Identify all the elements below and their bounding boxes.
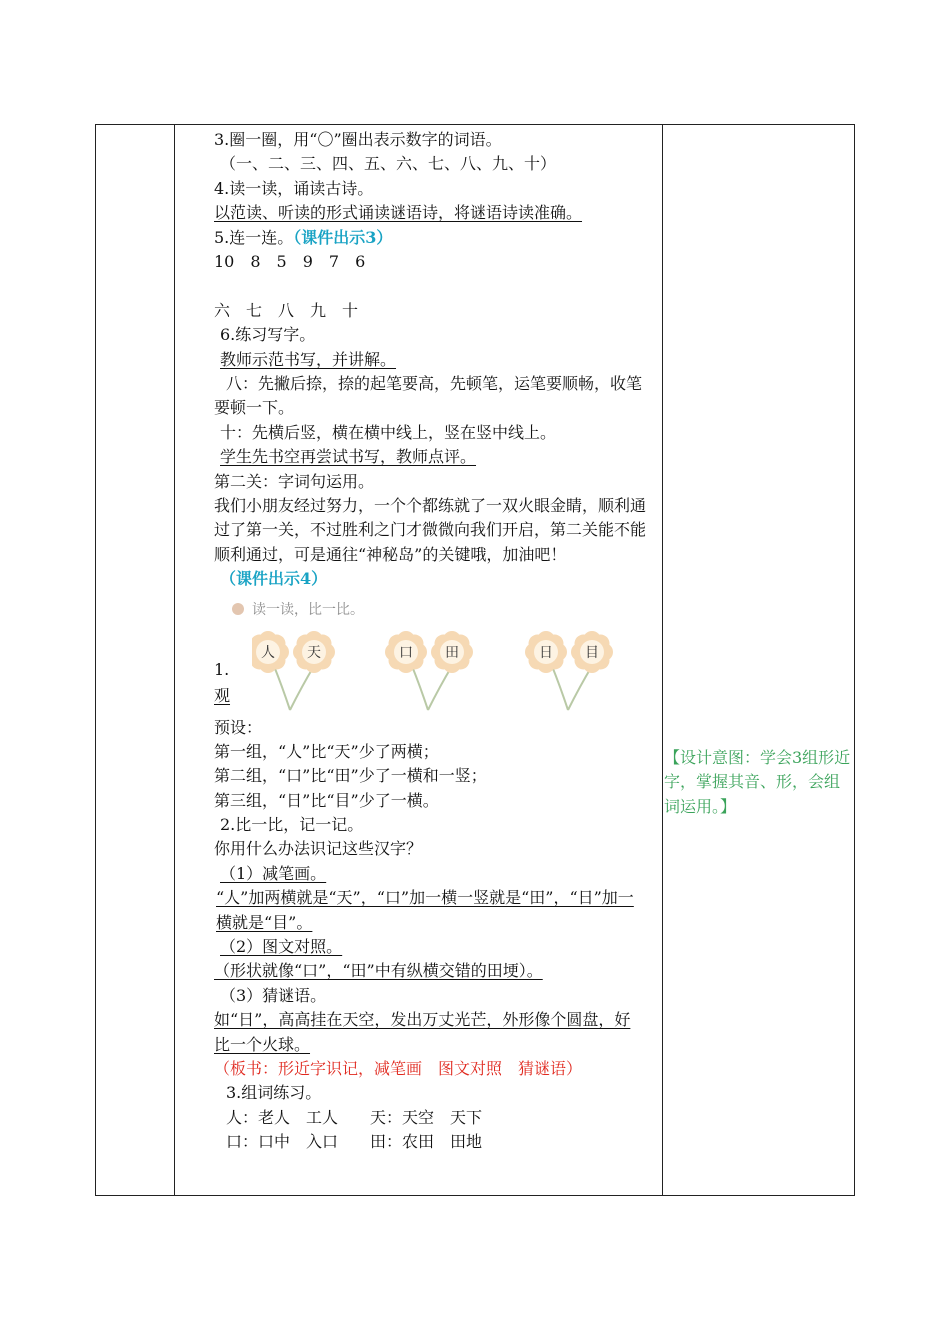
text-line: 2.比一比，记一记。 (220, 815, 364, 835)
figure-label-one: 1. (214, 659, 230, 679)
text-line: 第二关：字词句运用。 (214, 471, 375, 491)
board-note: （板书：形近字识记，减笔画 图文对照 猜谜语） (214, 1059, 583, 1079)
step-label: 5.连一连。 (214, 227, 294, 247)
text-paragraph: 我们小朋友经过努力，一个个都练就了一双火眼金睛，顺利通过了第一关，不过胜利之门才微微向我们开启，第二关能不能顺利通过，可是通往“神秘岛”的关键哦，加油吧！ (214, 495, 647, 564)
text-line: （3）猜谜语。 (220, 985, 327, 1005)
text-line-underlined: （形状就像“口”，“田”中有纵横交错的田埂）。 (214, 961, 543, 981)
method-one: （1）减笔画。 (220, 863, 327, 883)
text-line: 第二组，“口”比“田”少了一横和一竖； (214, 766, 487, 786)
bullet-icon (232, 603, 244, 615)
word-row: 人：老人 工人 天：天空 天下 (226, 1107, 483, 1127)
text-line: 第一组，“人”比“天”少了两横； (214, 741, 439, 761)
text-line: 6.练习写字。 (220, 325, 316, 345)
text-line-underlined: 以范读、听读的形式诵读谜语诗，将谜语诗读准确。 (214, 203, 583, 223)
flower-stem (412, 666, 452, 710)
flower-right (293, 631, 335, 673)
flower-left (252, 631, 289, 673)
text-line: 第三组，“日”比“目”少了一横。 (214, 790, 439, 810)
flower-character: 目 (585, 644, 599, 661)
spacer (214, 274, 646, 298)
flower-right (431, 631, 473, 673)
text-line: （一、二、三、四、五、六、七、八、九、十） (220, 154, 557, 174)
lesson-content (214, 128, 646, 1155)
design-intent-note: 【设计意图：学会3组形近字，掌握其音、形，会组词运用。】 (664, 748, 851, 816)
caption-text: 读一读，比一比。 (252, 601, 364, 618)
flower-character: 口 (399, 644, 413, 661)
flower-right (571, 631, 613, 673)
student-practice: 学生先书空再尝试书写，教师点评。 (220, 447, 477, 467)
text-paragraph-underlined: “人”加两横就是“天”，“口”加一横一竖就是“田”，“日”加一横就是“目”。 (216, 888, 634, 932)
flower-stem (552, 666, 592, 710)
flower-pairs-illustration (252, 626, 632, 716)
word-row: 口：口中 入口 田：农田 田地 (226, 1132, 483, 1152)
text-line (214, 348, 646, 372)
figure-caption (232, 598, 364, 622)
text-line (214, 935, 646, 959)
text-line: 预设： (214, 717, 263, 737)
teacher-demo: 教师示范书写，并讲解。 (220, 349, 397, 369)
flower-left (385, 631, 427, 673)
text-paragraph: 八：先撇后捺，捺的起笔要高，先顿笔，运笔要顺畅，收笔要顿一下。 (214, 373, 643, 418)
flower-stem (274, 666, 314, 710)
flower-character: 人 (261, 644, 275, 661)
text-paragraph-underlined: 如“日”，高高挂在天空，发出万丈光芒，外形像个圆盘，好比一个火球。 (214, 1010, 631, 1054)
flower-character: 日 (539, 644, 553, 661)
number-row: 10 8 5 9 7 6 (214, 251, 366, 271)
text-line: 3.圈一圈，用“〇”圈出表示数字的词语。 (214, 130, 502, 149)
courseware-note: （课件出示3） (293, 227, 393, 247)
text-line (214, 862, 646, 886)
flower-figure (214, 592, 646, 716)
flower-character: 天 (307, 644, 321, 661)
text-line (214, 226, 646, 250)
text-line: 你用什么办法识记这些汉字？ (214, 839, 423, 859)
figure-label-two: 观 (214, 685, 231, 705)
courseware-note: （课件出示4） (220, 569, 328, 589)
text-line: 3.组词练习。 (226, 1083, 322, 1103)
column-divider-2 (662, 125, 663, 1195)
chinese-number-row: 六 七 八 九 十 (214, 300, 359, 320)
method-two: （2）图文对照。 (220, 937, 343, 957)
text-line: 十：先横后竖，横在横中线上，竖在竖中线上。 (220, 422, 557, 442)
text-line: 4.读一读，诵读古诗。 (214, 178, 374, 198)
column-divider-1 (174, 125, 175, 1195)
flower-left (525, 631, 567, 673)
flower-character: 田 (445, 644, 459, 661)
text-line (214, 445, 646, 469)
